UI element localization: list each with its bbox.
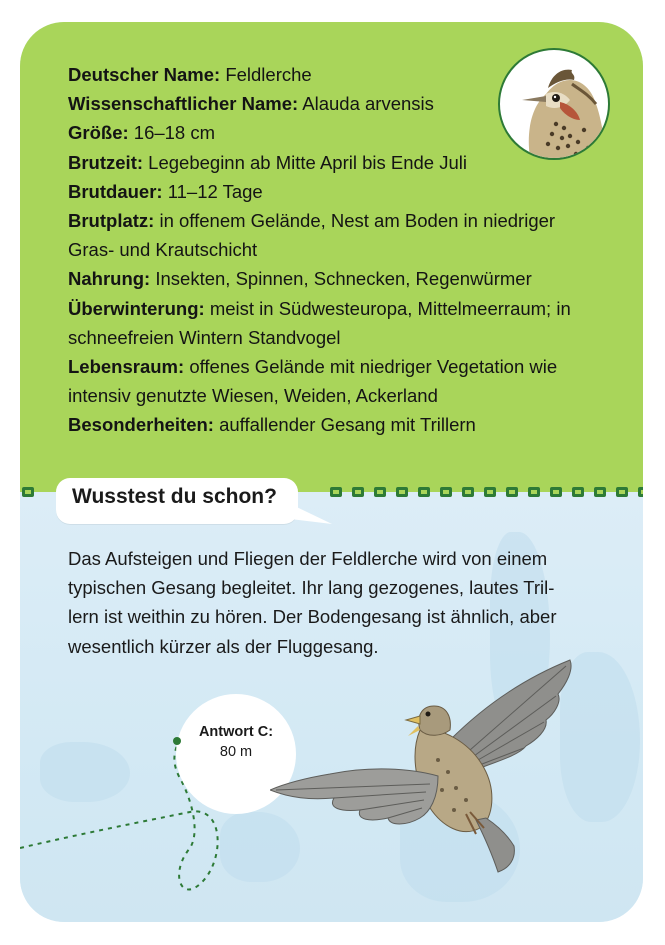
divider-glyph-inner (399, 490, 405, 494)
fact-label: Lebensraum: (68, 356, 185, 378)
divider-glyph-inner (355, 490, 361, 494)
bubble-tail (282, 500, 332, 526)
text-line: lern ist weithin zu hören. Der Bodengesang ist ähnlich, aber (68, 606, 557, 628)
answer-label: Antwort C: (198, 724, 274, 740)
text-line: Das Aufsteigen und Fliegen der Feldlerche wird von einem (68, 548, 548, 569)
divider-glyph-inner (25, 490, 31, 494)
fact-item (68, 177, 588, 206)
skylark-head-icon (500, 50, 608, 158)
fact-label: Deutscher Name: (68, 64, 221, 85)
fact-item (68, 294, 588, 352)
fact-label: Nahrung: (68, 268, 151, 290)
fact-value: Legebeginn ab Mitte April bis Ende Juli (148, 151, 467, 173)
skylark-portrait (498, 48, 610, 160)
text-line: wesentlich kürzer als der Fluggesang. (68, 635, 379, 657)
divider-glyph-inner (531, 490, 537, 494)
fact-item (68, 206, 588, 264)
text-line: typischen Gesang begleitet. Ihr lang gezogenes, lautes Tril- (68, 577, 555, 599)
fact-label: Brutzeit: (68, 151, 144, 173)
did-you-know-text (68, 544, 608, 661)
fact-value: offenes Gelände mit niedriger Vegetation wie intensiv genutzte Wiesen, Weiden, Ackerland (68, 356, 558, 407)
fact-item (68, 148, 588, 177)
fact-value: 11–12 Tage (167, 180, 263, 202)
fact-label: Wissenschaftlicher Name: (68, 93, 299, 115)
fact-item (68, 410, 588, 439)
divider-glyph-inner (377, 490, 383, 494)
fact-label: Brutplatz: (68, 210, 155, 232)
fact-value: in offenem Gelände, Nest am Boden in niedriger Gras- und Krautschicht (68, 210, 556, 261)
fact-label: Größe: (68, 122, 129, 144)
divider-glyph-inner (421, 490, 427, 494)
fact-label: Überwinterung: (68, 297, 205, 319)
fact-label: Besonderheiten: (68, 414, 214, 436)
divider-glyph-inner (509, 490, 515, 494)
divider-glyph-inner (465, 490, 471, 494)
divider-glyph-inner (443, 490, 449, 494)
ice-texture (40, 742, 130, 802)
fact-value: 16–18 cm (133, 122, 216, 144)
divider-glyph-inner (333, 490, 339, 494)
divider-glyph-inner (553, 490, 559, 494)
divider-glyph-inner (619, 490, 625, 494)
bird-card (20, 22, 643, 922)
fact-label: Brutdauer: (68, 180, 163, 202)
fact-value: meist in Südwesteuropa, Mittelmeerraum; in schneefreien Wintern Standvogel (68, 297, 571, 348)
fact-value: Insekten, Spinnen, Schnecken, Regenwürmer (155, 268, 532, 290)
fact-value: Alauda arvensis (302, 93, 434, 115)
fact-item (68, 352, 588, 410)
fact-value: Feldlerche (225, 64, 312, 85)
divider-glyph-inner (597, 490, 603, 494)
divider-glyph-inner (641, 490, 643, 494)
fact-item (68, 264, 588, 293)
flying-skylark-icon (270, 650, 590, 880)
answer-value: 80 m (219, 744, 253, 760)
fact-value: auffallender Gesang mit Trillern (219, 414, 476, 436)
divider-glyph-inner (487, 490, 493, 494)
did-you-know-heading: Wusstest du schon? (72, 485, 277, 508)
divider-glyph-inner (575, 490, 581, 494)
